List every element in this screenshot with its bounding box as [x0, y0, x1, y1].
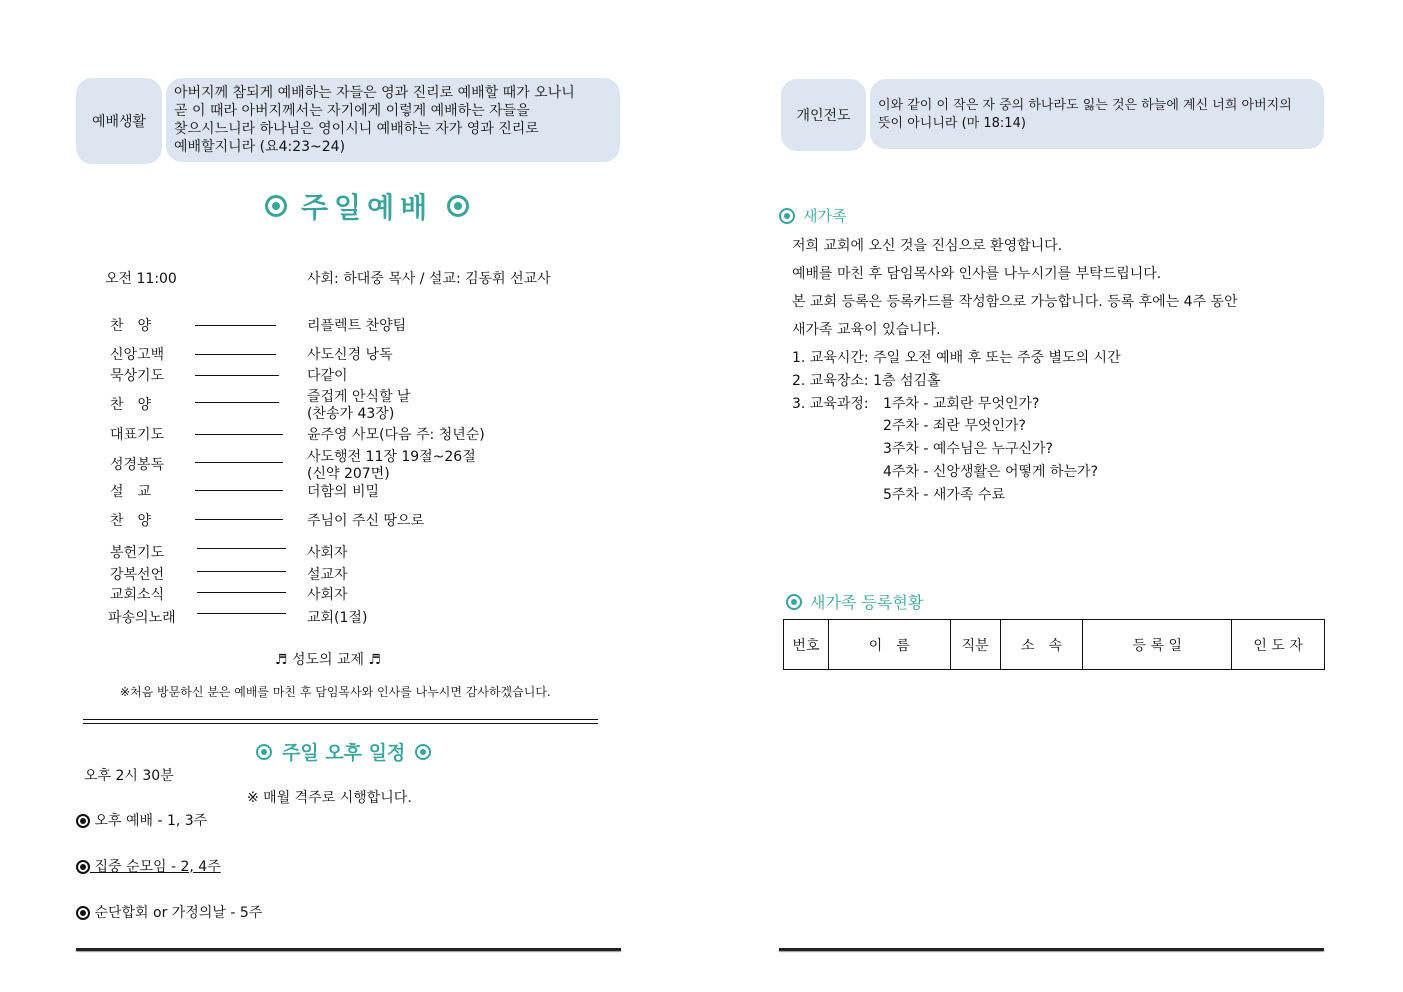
- verse-box: [166, 78, 620, 162]
- edu-course-label: 3. 교육과정:: [792, 396, 869, 412]
- edu-time: 1. 교육시간: 주일 오전 예배 후 또는 주중 별도의 시간: [792, 350, 1121, 366]
- order-item-value: 즐겁게 안식할 날: [307, 389, 411, 405]
- target-bullet-icon: [76, 906, 90, 920]
- new-family-heading: [779, 205, 846, 226]
- order-item-name: 강복선언: [110, 567, 165, 583]
- order-item-name: 찬 양: [110, 318, 152, 334]
- leader-line: [195, 402, 279, 403]
- worship-title: [265, 186, 475, 226]
- verse-label-box: [76, 78, 162, 164]
- afternoon-item: [76, 902, 262, 922]
- page-title: 주일예배: [301, 191, 434, 224]
- course-item: 4주차 - 신앙생활은 어떻게 하는가?: [883, 464, 1099, 480]
- welcome-line: 새가족 교육이 있습니다.: [792, 322, 941, 338]
- footer-rule-right: [779, 948, 1324, 951]
- order-item-name: 신앙고백: [110, 347, 165, 363]
- target-bullet-icon: [265, 195, 287, 217]
- leader-line: [195, 462, 283, 463]
- order-item-value: 사도신경 낭독: [307, 347, 393, 363]
- order-item-sub: (신약 207면): [307, 466, 390, 482]
- order-item-value: 교회(1절): [307, 610, 368, 626]
- order-item-name: 파송의노래: [108, 610, 176, 626]
- order-item-name: 설 교: [110, 484, 152, 500]
- welcome-line: 저희 교회에 오신 것을 진심으로 환영합니다.: [792, 238, 1063, 254]
- verse-line: 예배할지니라 (요4:23~24): [174, 139, 346, 155]
- service-leaders: 사회: 하대중 목사 / 설교: 김동휘 선교사: [307, 271, 551, 287]
- table-header-row: [784, 620, 1325, 670]
- afternoon-note: ※ 매월 격주로 시행합니다.: [247, 790, 412, 806]
- footer-rule-left: [76, 948, 621, 951]
- verse-label-box: [781, 79, 866, 151]
- target-bullet-icon: [76, 814, 90, 828]
- table-header-cell: 이 름: [828, 620, 950, 670]
- afternoon-item: [76, 856, 221, 876]
- afternoon-item-text: 오후 예배 - 1, 3주: [94, 813, 208, 829]
- fellowship-text: ♬ 성도의 교제 ♬: [275, 652, 382, 668]
- order-item-value: 사회자: [307, 587, 348, 603]
- afternoon-item: [76, 810, 207, 830]
- leader-line: [195, 490, 283, 491]
- course-item: 3주차 - 예수님은 누구신가?: [883, 441, 1053, 457]
- leader-line: [197, 571, 286, 572]
- order-item-name: 성경봉독: [110, 457, 165, 473]
- leader-line: [197, 592, 286, 593]
- verse-line: 뜻이 아니니라 (마 18:14): [878, 116, 1026, 131]
- leader-line: [197, 613, 286, 614]
- double-rule-top: [83, 719, 598, 720]
- registration-heading: [786, 590, 923, 613]
- order-item-value: 윤주영 사모(다음 주: 청년순): [307, 427, 485, 443]
- order-item-name: 대표기도: [110, 427, 165, 443]
- welcome-line: 본 교회 등록은 등록카드를 작성함으로 가능합니다. 등록 후에는 4주 동안: [792, 294, 1238, 310]
- visitor-note: ※처음 방문하신 분은 예배를 마친 후 담임목사와 인사를 나누시면 감사하겠습니다.: [120, 685, 551, 699]
- verse-line: 곧 이 때라 아버지께서는 자기에게 이렇게 예배하는 자들을: [174, 103, 530, 119]
- table-header-cell: 번호: [784, 620, 829, 670]
- order-item-value: 사도행전 11장 19절~26절: [307, 449, 476, 465]
- target-bullet-icon: [447, 195, 469, 217]
- target-bullet-icon: [76, 860, 90, 874]
- verse-line: 이와 같이 이 작은 자 중의 하나라도 잃는 것은 하늘에 계신 너희 아버지의: [878, 98, 1292, 113]
- target-bullet-icon: [779, 208, 795, 224]
- order-item-name: 찬 양: [110, 397, 152, 413]
- service-time: 오전 11:00: [105, 271, 177, 287]
- welcome-line: 예배를 마친 후 담임목사와 인사를 나누시기를 부탁드립니다.: [792, 266, 1162, 282]
- table-header-cell: 인 도 자: [1232, 620, 1325, 670]
- new-family-heading-text: 새가족: [803, 207, 847, 225]
- verse-label: 예배생활: [91, 114, 147, 130]
- leader-line: [195, 325, 276, 326]
- target-bullet-icon: [256, 744, 272, 760]
- leader-line: [197, 548, 286, 549]
- edu-place: 2. 교육장소: 1층 섬김홀: [792, 373, 941, 389]
- table-header-cell: 소 속: [1000, 620, 1083, 670]
- order-item-value: 설교자: [307, 567, 348, 583]
- leader-line: [195, 375, 279, 376]
- order-item-value: 리플렉트 찬양팀: [307, 318, 407, 334]
- order-item-value: 사회자: [307, 545, 348, 561]
- order-item-name: 봉헌기도: [110, 545, 165, 561]
- order-item-name: 교회소식: [110, 587, 165, 603]
- afternoon-item-text: 순단합회 or 가정의날 - 5주: [94, 905, 263, 921]
- verse-line: 찾으시느니라 하나님은 영이시니 예배하는 자가 영과 진리로: [174, 121, 539, 137]
- course-item: 1주차 - 교회란 무엇인가?: [883, 396, 1040, 412]
- target-bullet-icon: [415, 744, 431, 760]
- leader-line: [195, 354, 276, 355]
- course-item: 5주차 - 새가족 수료: [883, 487, 1005, 503]
- leader-line: [195, 519, 283, 520]
- verse-box: [870, 79, 1324, 149]
- registration-heading-text: 새가족 등록현황: [810, 593, 924, 612]
- order-item-sub: (찬송가 43장): [307, 406, 395, 422]
- afternoon-item-text: 집중 순모임 - 2, 4주: [94, 859, 221, 875]
- leader-line: [195, 434, 283, 435]
- registration-table: [783, 619, 1325, 670]
- table-header-cell: 등 록 일: [1083, 620, 1232, 670]
- order-item-value: 더함의 비밀: [307, 484, 380, 500]
- afternoon-title-text: 주일 오후 일정: [282, 742, 406, 764]
- order-item-value: 다같이: [307, 368, 348, 384]
- target-bullet-icon: [786, 594, 802, 610]
- afternoon-title: [256, 738, 431, 765]
- double-rule-bottom: [83, 723, 598, 724]
- verse-label: 개인전도: [796, 108, 851, 124]
- order-item-name: 묵상기도: [110, 368, 165, 384]
- verse-line: 아버지께 참되게 예배하는 자들은 영과 진리로 예배할 때가 오나니: [174, 85, 575, 101]
- afternoon-time: 오후 2시 30분: [84, 768, 174, 784]
- order-item-value: 주님이 주신 땅으로: [307, 513, 425, 529]
- order-item-name: 찬 양: [110, 513, 152, 529]
- course-item: 2주차 - 죄란 무엇인가?: [883, 418, 1026, 434]
- table-header-cell: 직분: [950, 620, 1000, 670]
